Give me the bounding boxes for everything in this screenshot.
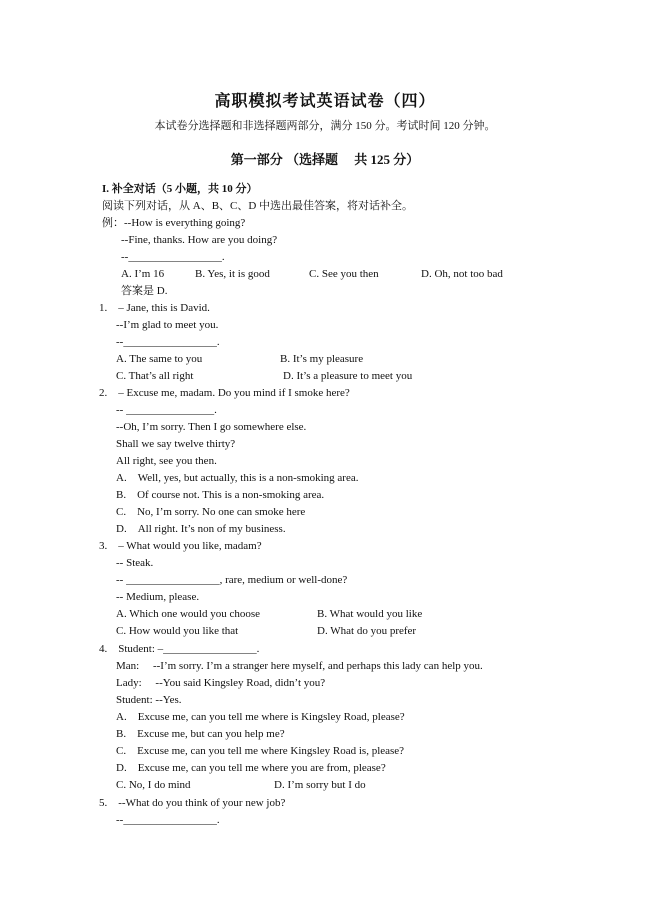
q1-line-3: --_________________. [116,336,220,348]
q4-option-d: D. Excuse me, can you tell me where you are from, please? [116,762,386,774]
q1-option-c: C. That’s all right [116,370,194,382]
q2-line-5: All right, see you then. [116,455,217,467]
section-heading: I. 补全对话（5 小题，共 10 分） [102,183,258,195]
q2-line-1: 2. – Excuse me, madam. Do you mind if I smoke here? [99,387,350,399]
exam-title: 高职模拟考试英语试卷（四） [214,93,436,110]
q5-line-2: --_________________. [116,814,220,826]
q4-extra-option-c: C. No, I do mind [116,779,191,791]
part-heading: 第一部分 （选择题 共 125 分） [230,152,420,167]
q3-line-4: -- Medium, please. [116,591,200,603]
q3-line-2: -- Steak. [116,557,154,569]
q2-line-2: -- ________________. [116,404,217,416]
q3-line-3: -- _________________, rare, medium or well-done? [116,574,348,586]
q3-line-1: 3. – What would you like, madam? [99,540,262,552]
example-option-d: D. Oh, not too bad [421,268,503,280]
q4-option-b: B. Excuse me, but can you help me? [116,728,285,740]
q2-option-a: A. Well, yes, but actually, this is a non-smoking area. [116,472,359,484]
q1-line-1: 1. – Jane, this is David. [99,302,210,314]
example-answer: 答案是 D. [121,285,168,297]
q4-line-3: Lady: --You said Kingsley Road, didn’t you? [116,677,326,689]
section-instructions: 阅读下列对话，从 A、B、C、D 中选出最佳答案，将对话补全。 [102,200,414,212]
q3-option-a: A. Which one would you choose [116,608,260,620]
example-line-3: --_________________. [121,251,225,263]
q4-line-1: 4. Student: –_________________. [99,643,260,655]
q1-option-b: B. It’s my pleasure [280,353,364,365]
q4-line-2: Man: --I’m sorry. I’m a stranger here myself, and perhaps this lady can help you. [116,660,483,672]
q4-extra-option-d: D. I’m sorry but I do [274,779,366,791]
q2-line-3: --Oh, I’m sorry. Then I go somewhere else. [116,421,307,433]
q2-option-c: C. No, I’m sorry. No one can smoke here [116,506,306,518]
q3-option-b: B. What would you like [317,608,423,620]
q4-line-4: Student: --Yes. [116,694,182,706]
q2-option-d: D. All right. It’s non of my business. [116,523,286,535]
exam-subtitle: 本试卷分选择题和非选择题两部分，满分 150 分。考试时间 120 分钟。 [154,120,496,132]
q4-option-a: A. Excuse me, can you tell me where is Kingsley Road, please? [116,711,405,723]
example-option-b: B. Yes, it is good [195,268,270,280]
example-line-2: --Fine, thanks. How are you doing? [121,234,278,246]
q3-option-d: D. What do you prefer [317,625,417,637]
example-line-1: 例：--How is everything going? [102,217,246,229]
q2-option-b: B. Of course not. This is a non-smoking area. [116,489,325,501]
q1-option-d: D. It’s a pleasure to meet you [283,370,413,382]
q5-line-1: 5. --What do you think of your new job? [99,797,286,809]
q1-line-2: --I’m glad to meet you. [116,319,219,331]
q3-option-c: C. How would you like that [116,625,239,637]
q1-option-a: A. The same to you [116,353,203,365]
q2-line-4: Shall we say twelve thirty? [116,438,236,450]
example-option-c: C. See you then [309,268,379,280]
example-option-a: A. I’m 16 [121,268,165,280]
q4-option-c: C. Excuse me, can you tell me where Kingsley Road is, please? [116,745,405,757]
